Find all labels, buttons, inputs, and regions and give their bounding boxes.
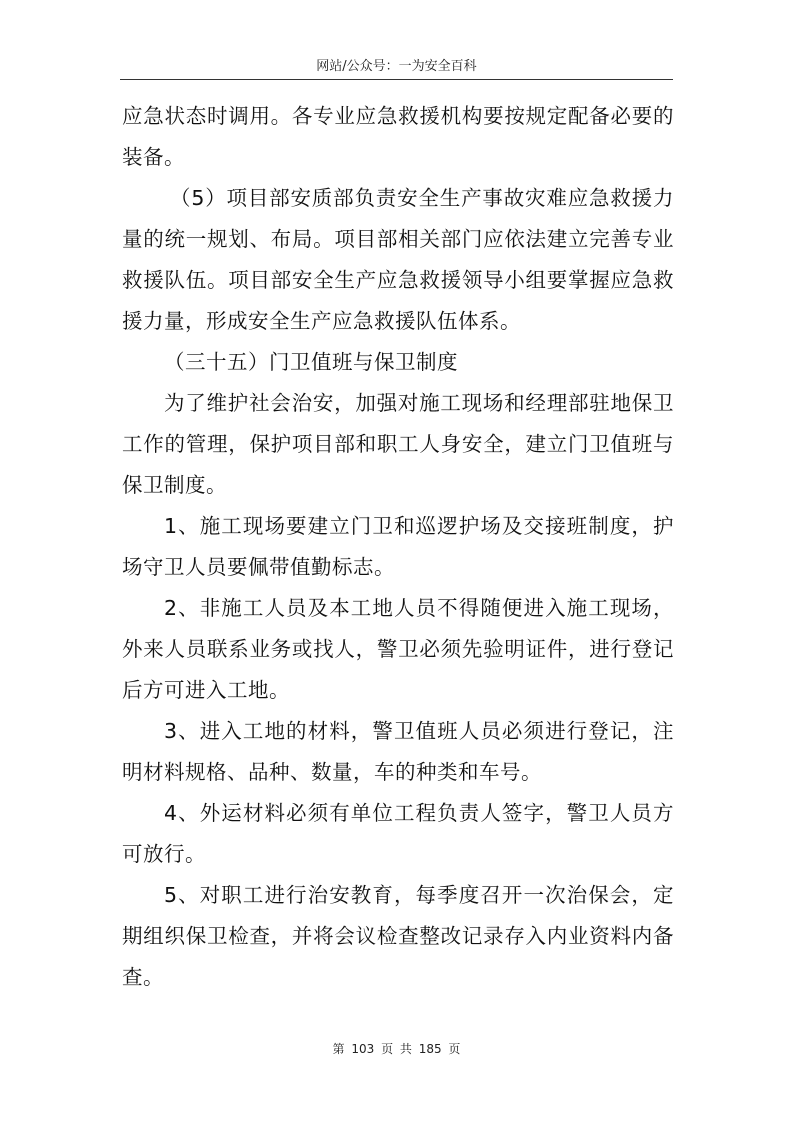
list-item-line: 3、进入工地的材料，警卫值班人员必须进行登记，注 <box>164 719 674 743</box>
list-item-line: 期组织保卫检查，并将会议检查整改记录存入内业资料内备 <box>122 924 674 948</box>
list-item-line: 4、外运材料必须有单位工程负责人签字，警卫人员方 <box>164 801 674 825</box>
list-item-line: 2、非施工人员及本工地人员不得随便进入施工现场， <box>164 596 674 620</box>
list-item-line: 5、对职工进行治安教育，每季度召开一次治保会，定 <box>164 883 674 907</box>
page-number-footer: 第 103 页 共 185 页 <box>332 1042 461 1056</box>
list-item-line: 后方可进入工地。 <box>122 678 290 702</box>
document-body <box>122 96 674 998</box>
page-header: 网站/公众号：一为安全百科 <box>316 59 477 74</box>
paragraph-line: （5）项目部安质部负责安全生产事故灾难应急救援力 <box>170 186 674 210</box>
header-divider <box>120 79 673 80</box>
list-item-line: 明材料规格、品种、数量，车的种类和车号。 <box>122 760 542 784</box>
paragraph-line: 救援队伍。项目部安全生产应急救援领导小组要掌握应急救 <box>122 268 674 292</box>
paragraph-line: 援力量，形成安全生产应急救援队伍体系。 <box>122 309 521 333</box>
paragraph-line: 量的统一规划、布局。项目部相关部门应依法建立完善专业 <box>122 227 674 251</box>
list-item-line: 外来人员联系业务或找人，警卫必须先验明证件，进行登记 <box>122 637 674 661</box>
list-item-line: 1、施工现场要建立门卫和巡逻护场及交接班制度，护 <box>164 514 674 538</box>
paragraph-line: 工作的管理，保护项目部和职工人身安全，建立门卫值班与 <box>122 432 674 456</box>
section-heading: （三十五）门卫值班与保卫制度 <box>164 350 458 374</box>
paragraph-line: 应急状态时调用。各专业应急救援机构要按规定配备必要的 <box>122 104 674 128</box>
list-item-line: 可放行。 <box>122 842 206 866</box>
list-item-line: 场守卫人员要佩带值勤标志。 <box>122 555 395 579</box>
paragraph-line: 保卫制度。 <box>122 473 227 497</box>
paragraph-line: 装备。 <box>122 145 185 169</box>
paragraph-line: 为了维护社会治安，加强对施工现场和经理部驻地保卫 <box>164 391 674 415</box>
list-item-line: 查。 <box>122 965 164 989</box>
